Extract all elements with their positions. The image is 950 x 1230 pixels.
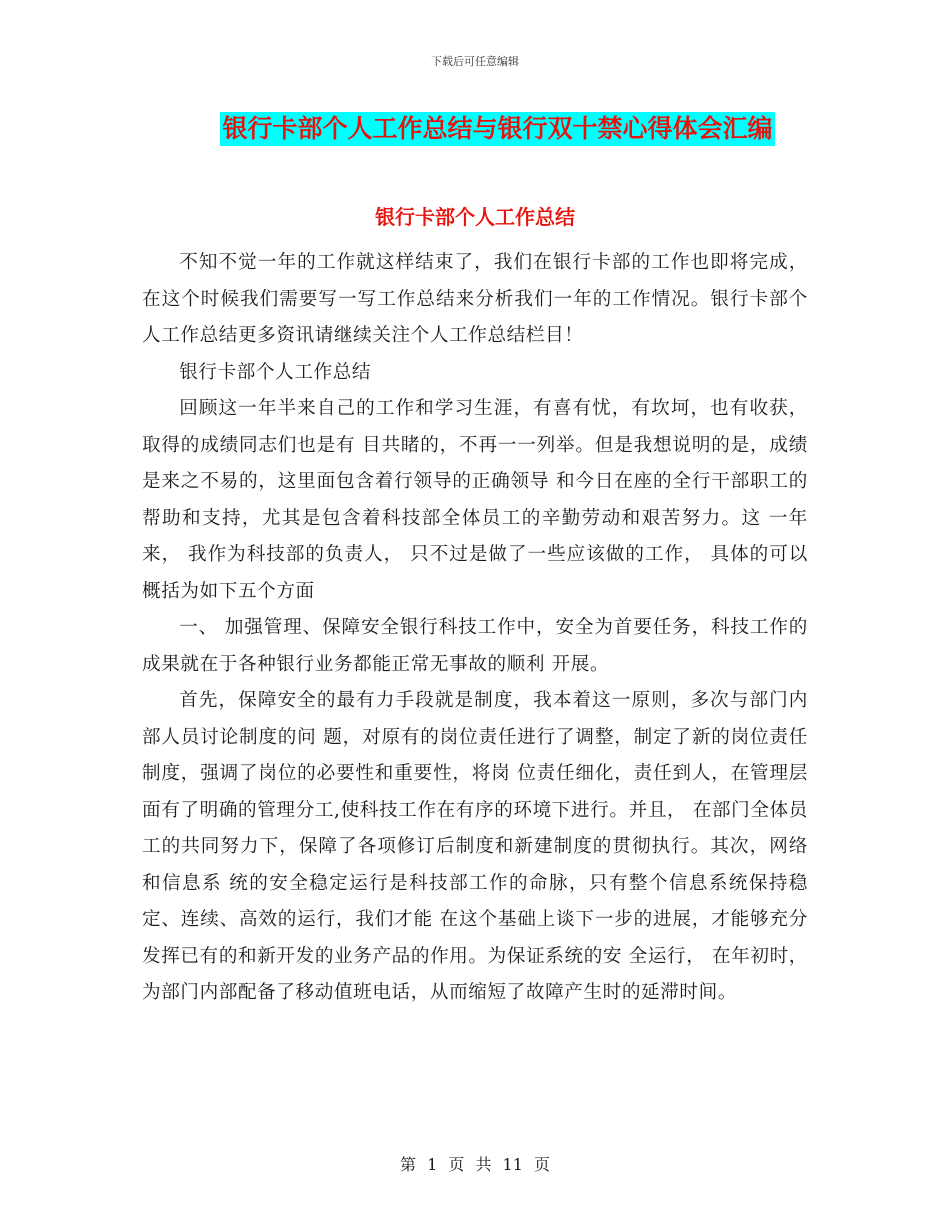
document-title-container [0, 112, 950, 146]
paragraph-subtitle: 银行卡部个人工作总结 [179, 361, 372, 383]
paragraph-first-measure: 首先，保障安全的最有力手段就是制度，我本着这一原则，多次与部门内部人员讨论制度的问 题，对原有的岗位责任进行了调整，制定了新的岗位责任制度，强调了岗位的必要性和重要性，将岗 位责任细化，责任到人，在管理层面有了明确的管理分工,使科技工作在有序的环境下进行。并且， 在部门全体员工的共同努力下，保障了各项修订后制度和新建制度的贯彻执行。其次，网络和信息系 统的安全稳定运行是科技部工作的命脉，只有整个信息系统保持稳定、连续、高效的运行，我们才能 在这个基础上谈下一步的进展，才能够充分发挥已有的和新开发的业务产品的作用。为保证系统的安 全运行， 在年初时， 为部门内部配备了移动值班电话，从而缩短了故障产生时的延滞时间。 [142, 690, 808, 1003]
page-header-note: 下载后可任意编辑 [431, 55, 519, 68]
paragraph-point-one: 一、 加强管理、保障安全银行科技工作中，安全为首要任务，科技工作的成果就在于各种银行业务都能正常无事故的顺利 开展。 [142, 617, 808, 675]
document-body [142, 245, 808, 1012]
paragraph-review: 回顾这一年半来自己的工作和学习生涯，有喜有忧，有坎坷，也有收获，取得的成绩同志们也是有 目共睹的，不再一一列举。但是我想说明的是，成绩是来之不易的，这里面包含着行领导的正确领导 和今日在座的全行干部职工的帮助和支持，尤其是包含着科技部全体员工的辛勤劳动和艰苦努力。这 一年来， 我作为科技部的负责人， 只不过是做了一些应该做的工作， 具体的可以概括为如下五个方面 [142, 398, 808, 602]
document-title: 银行卡部个人工作总结与银行双十禁心得体会汇编 [220, 112, 774, 146]
paragraph-intro: 不知不觉一年的工作就这样结束了，我们在银行卡部的工作也即将完成，在这个时候我们需要写一写工作总结来分析我们一年的工作情况。银行卡部个人工作总结更多资讯请继续关注个人工作总结栏目！ [142, 252, 808, 346]
page-number: 第 1 页 共 11 页 [400, 1155, 550, 1174]
section-title: 银行卡部个人工作总结 [375, 205, 575, 229]
